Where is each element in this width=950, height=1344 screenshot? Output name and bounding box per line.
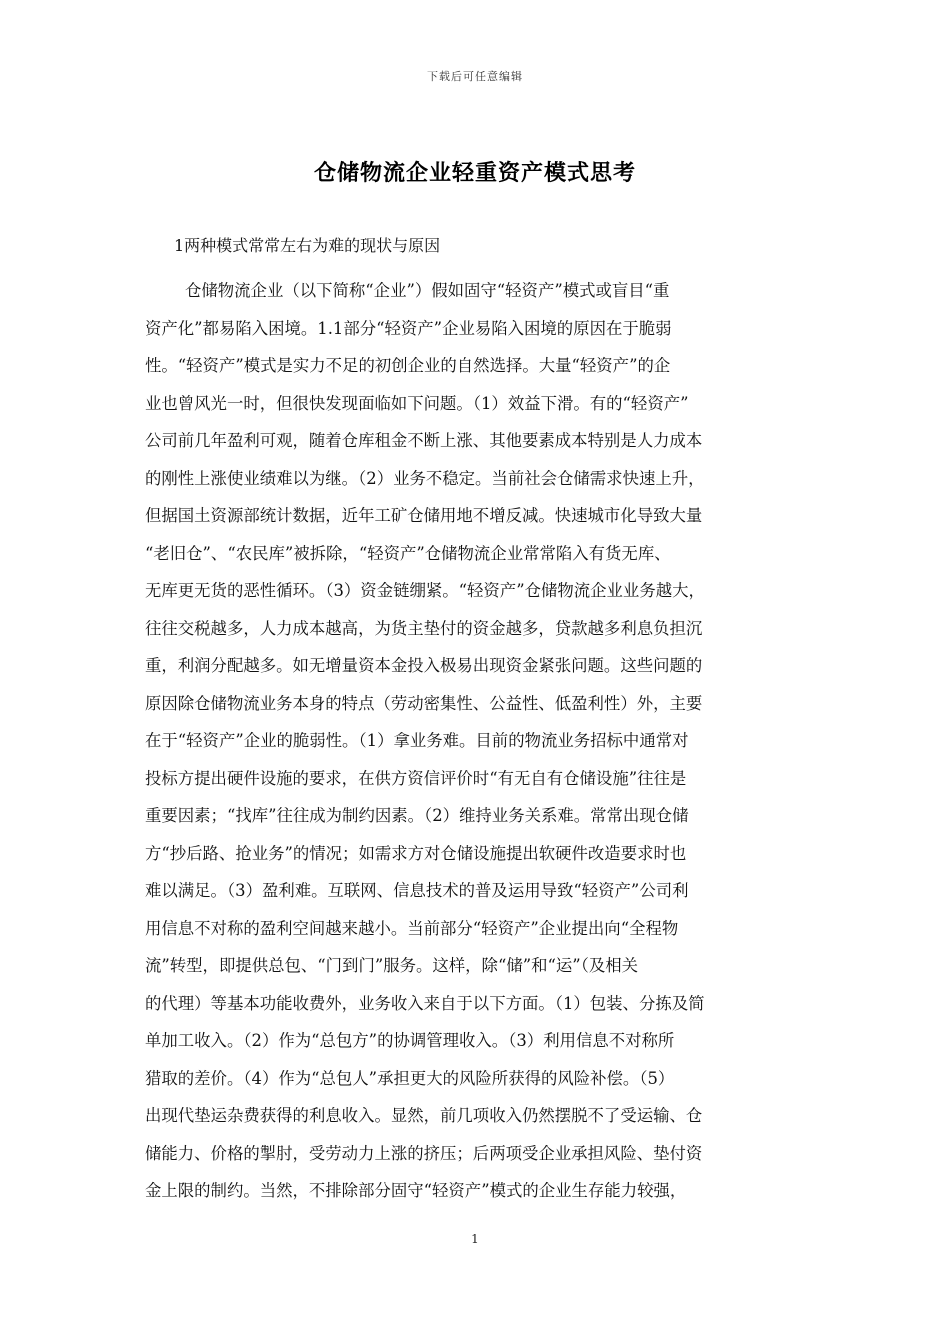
body-line: 金上限的制约。当然，不排除部分固守“轻资产”模式的企业生存能力较强， xyxy=(145,1181,687,1200)
body-line: 公司前几年盈利可观，随着仓库租金不断上涨、其他要素成本特别是人力成本 xyxy=(145,431,703,450)
page-number: 1 xyxy=(471,1232,479,1246)
body-line: 但据国土资源部统计数据，近年工矿仓储用地不增反减。快速城市化导致大量 xyxy=(145,506,703,525)
body-line: 资产化”都易陷入困境。1.1部分“轻资产”企业易陷入困境的原因在于脆弱 xyxy=(145,318,672,338)
body-line: 用信息不对称的盈利空间越来越小。当前部分“轻资产”企业提出向“全程物 xyxy=(145,918,679,938)
body-line: 投标方提出硬件设施的要求，在供方资信评价时“有无自有仓储设施”往往是 xyxy=(145,768,687,788)
body-line: 单加工收入。（2）作为“总包方”的协调管理收入。（3）利用信息不对称所 xyxy=(145,1031,675,1050)
body-line: 难以满足。（3）盈利难。互联网、信息技术的普及运用导致“轻资产”公司利 xyxy=(145,881,689,900)
body-line: 的代理）等基本功能收费外，业务收入来自于以下方面。（1）包装、分拣及简 xyxy=(145,993,705,1013)
body-text xyxy=(145,272,815,1210)
body-line: 性。“轻资产”模式是实力不足的初创企业的自然选择。大量“轻资产”的企 xyxy=(145,356,671,375)
body-line: 重要因素；“找库”往往成为制约因素。（2）维持业务关系难。常常出现仓储 xyxy=(145,806,689,825)
body-line: 仓储物流企业（以下简称“企业”）假如固守“轻资产”模式或盲目“重 xyxy=(185,281,670,300)
body-line: 重，利润分配越多。如无增量资本金投入极易出现资金紧张问题。这些问题的 xyxy=(145,656,703,675)
body-line: 的刚性上涨使业绩难以为继。（2）业务不稳定。当前社会仓储需求快速上升， xyxy=(145,468,705,488)
body-line: 猎取的差价。（4）作为“总包人”承担更大的风险所获得的风险补偿。（5） xyxy=(145,1068,675,1088)
body-line: “老旧仓”、“农民库”被拆除，“轻资产”仓储物流企业常常陷入有货无库、 xyxy=(145,543,671,563)
body-line: 储能力、价格的掣肘，受劳动力上涨的挤压；后两项受企业承担风险、垫付资 xyxy=(145,1143,703,1163)
body-line: 原因除仓储物流业务本身的特点（劳动密集性、公益性、低盈利性）外，主要 xyxy=(145,693,703,713)
body-line: 无库更无货的恶性循环。（3）资金链绷紧。“轻资产”仓储物流企业业务越大， xyxy=(145,581,705,600)
header-note: 下载后可任意编辑 xyxy=(427,70,523,83)
body-line: 往往交税越多，人力成本越高，为货主垫付的资金越多，贷款越多利息负担沉 xyxy=(145,618,703,638)
document-title: 仓储物流企业轻重资产模式思考 xyxy=(313,160,636,186)
body-line: 出现代垫运杂费获得的利息收入。显然，前几项收入仍然摆脱不了受运输、仓 xyxy=(145,1106,703,1125)
body-line: 方“抄后路、抢业务”的情况；如需求方对仓储设施提出软硬件改造要求时也 xyxy=(145,843,687,863)
body-line: 在于“轻资产”企业的脆弱性。（1）拿业务难。目前的物流业务招标中通常对 xyxy=(145,731,689,750)
body-line: 流”转型，即提供总包、“门到门”服务。这样，除“储”和“运”（及相关 xyxy=(145,956,639,975)
body-line: 业也曾风光一时，但很快发现面临如下问题。（1）效益下滑。有的“轻资产” xyxy=(145,393,689,413)
section-heading: 1两种模式常常左右为难的现状与原因 xyxy=(174,236,441,255)
